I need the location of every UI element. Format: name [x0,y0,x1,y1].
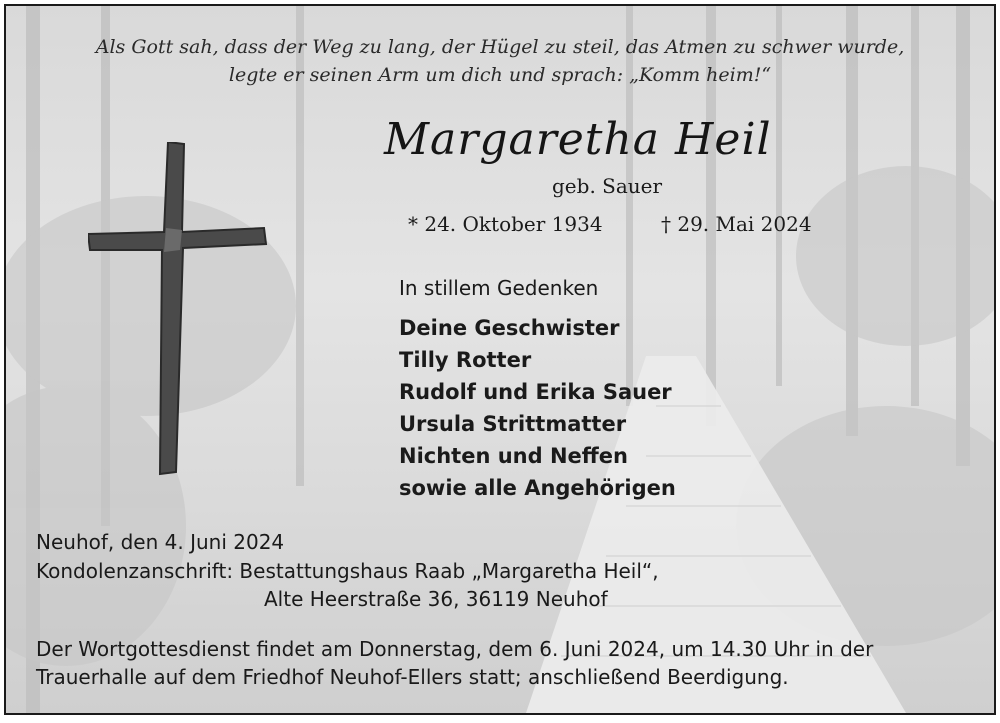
deceased-name: Margaretha Heil [384,114,772,165]
mourner-item: Rudolf und Erika Sauer [399,380,672,404]
mourner-item: Ursula Strittmatter [399,412,627,436]
obituary-notice [4,4,996,715]
service-line-1: Der Wortgottesdienst findet am Donnerstag, dem 6. Juni 2024, um 14.30 Uhr in der [36,637,874,661]
mourner-item: Deine Geschwister [399,316,620,340]
verse-line-2: legte er seinen Arm um dich und sprach: „Komm heim!“ [228,64,772,86]
mourner-item: Tilly Rotter [399,348,532,372]
condolence-line-2: Alte Heerstraße 36, 36119 Neuhof [264,587,608,611]
condolence-line-1: Kondolenzanschrift: Bestattungshaus Raab „Margaretha Heil“, [36,559,659,583]
mourner-item: sowie alle Angehörigen [399,476,676,500]
death-date: † 29. Mai 2024 [661,212,812,236]
memorial-heading: In stillem Gedenken [399,276,599,300]
service-line-2: Trauerhalle auf dem Friedhof Neuhof-Ellers statt; anschließend Beerdigung. [36,665,789,689]
maiden-name: geb. Sauer [552,174,663,198]
birth-date: * 24. Oktober 1934 [408,212,603,236]
verse-line-1: Als Gott sah, dass der Weg zu lang, der Hügel zu steil, das Atmen zu schwer wurde, [95,36,905,58]
mourner-item: Nichten und Neffen [399,444,628,468]
cross-icon [88,142,268,482]
place-date: Neuhof, den 4. Juni 2024 [36,530,285,554]
